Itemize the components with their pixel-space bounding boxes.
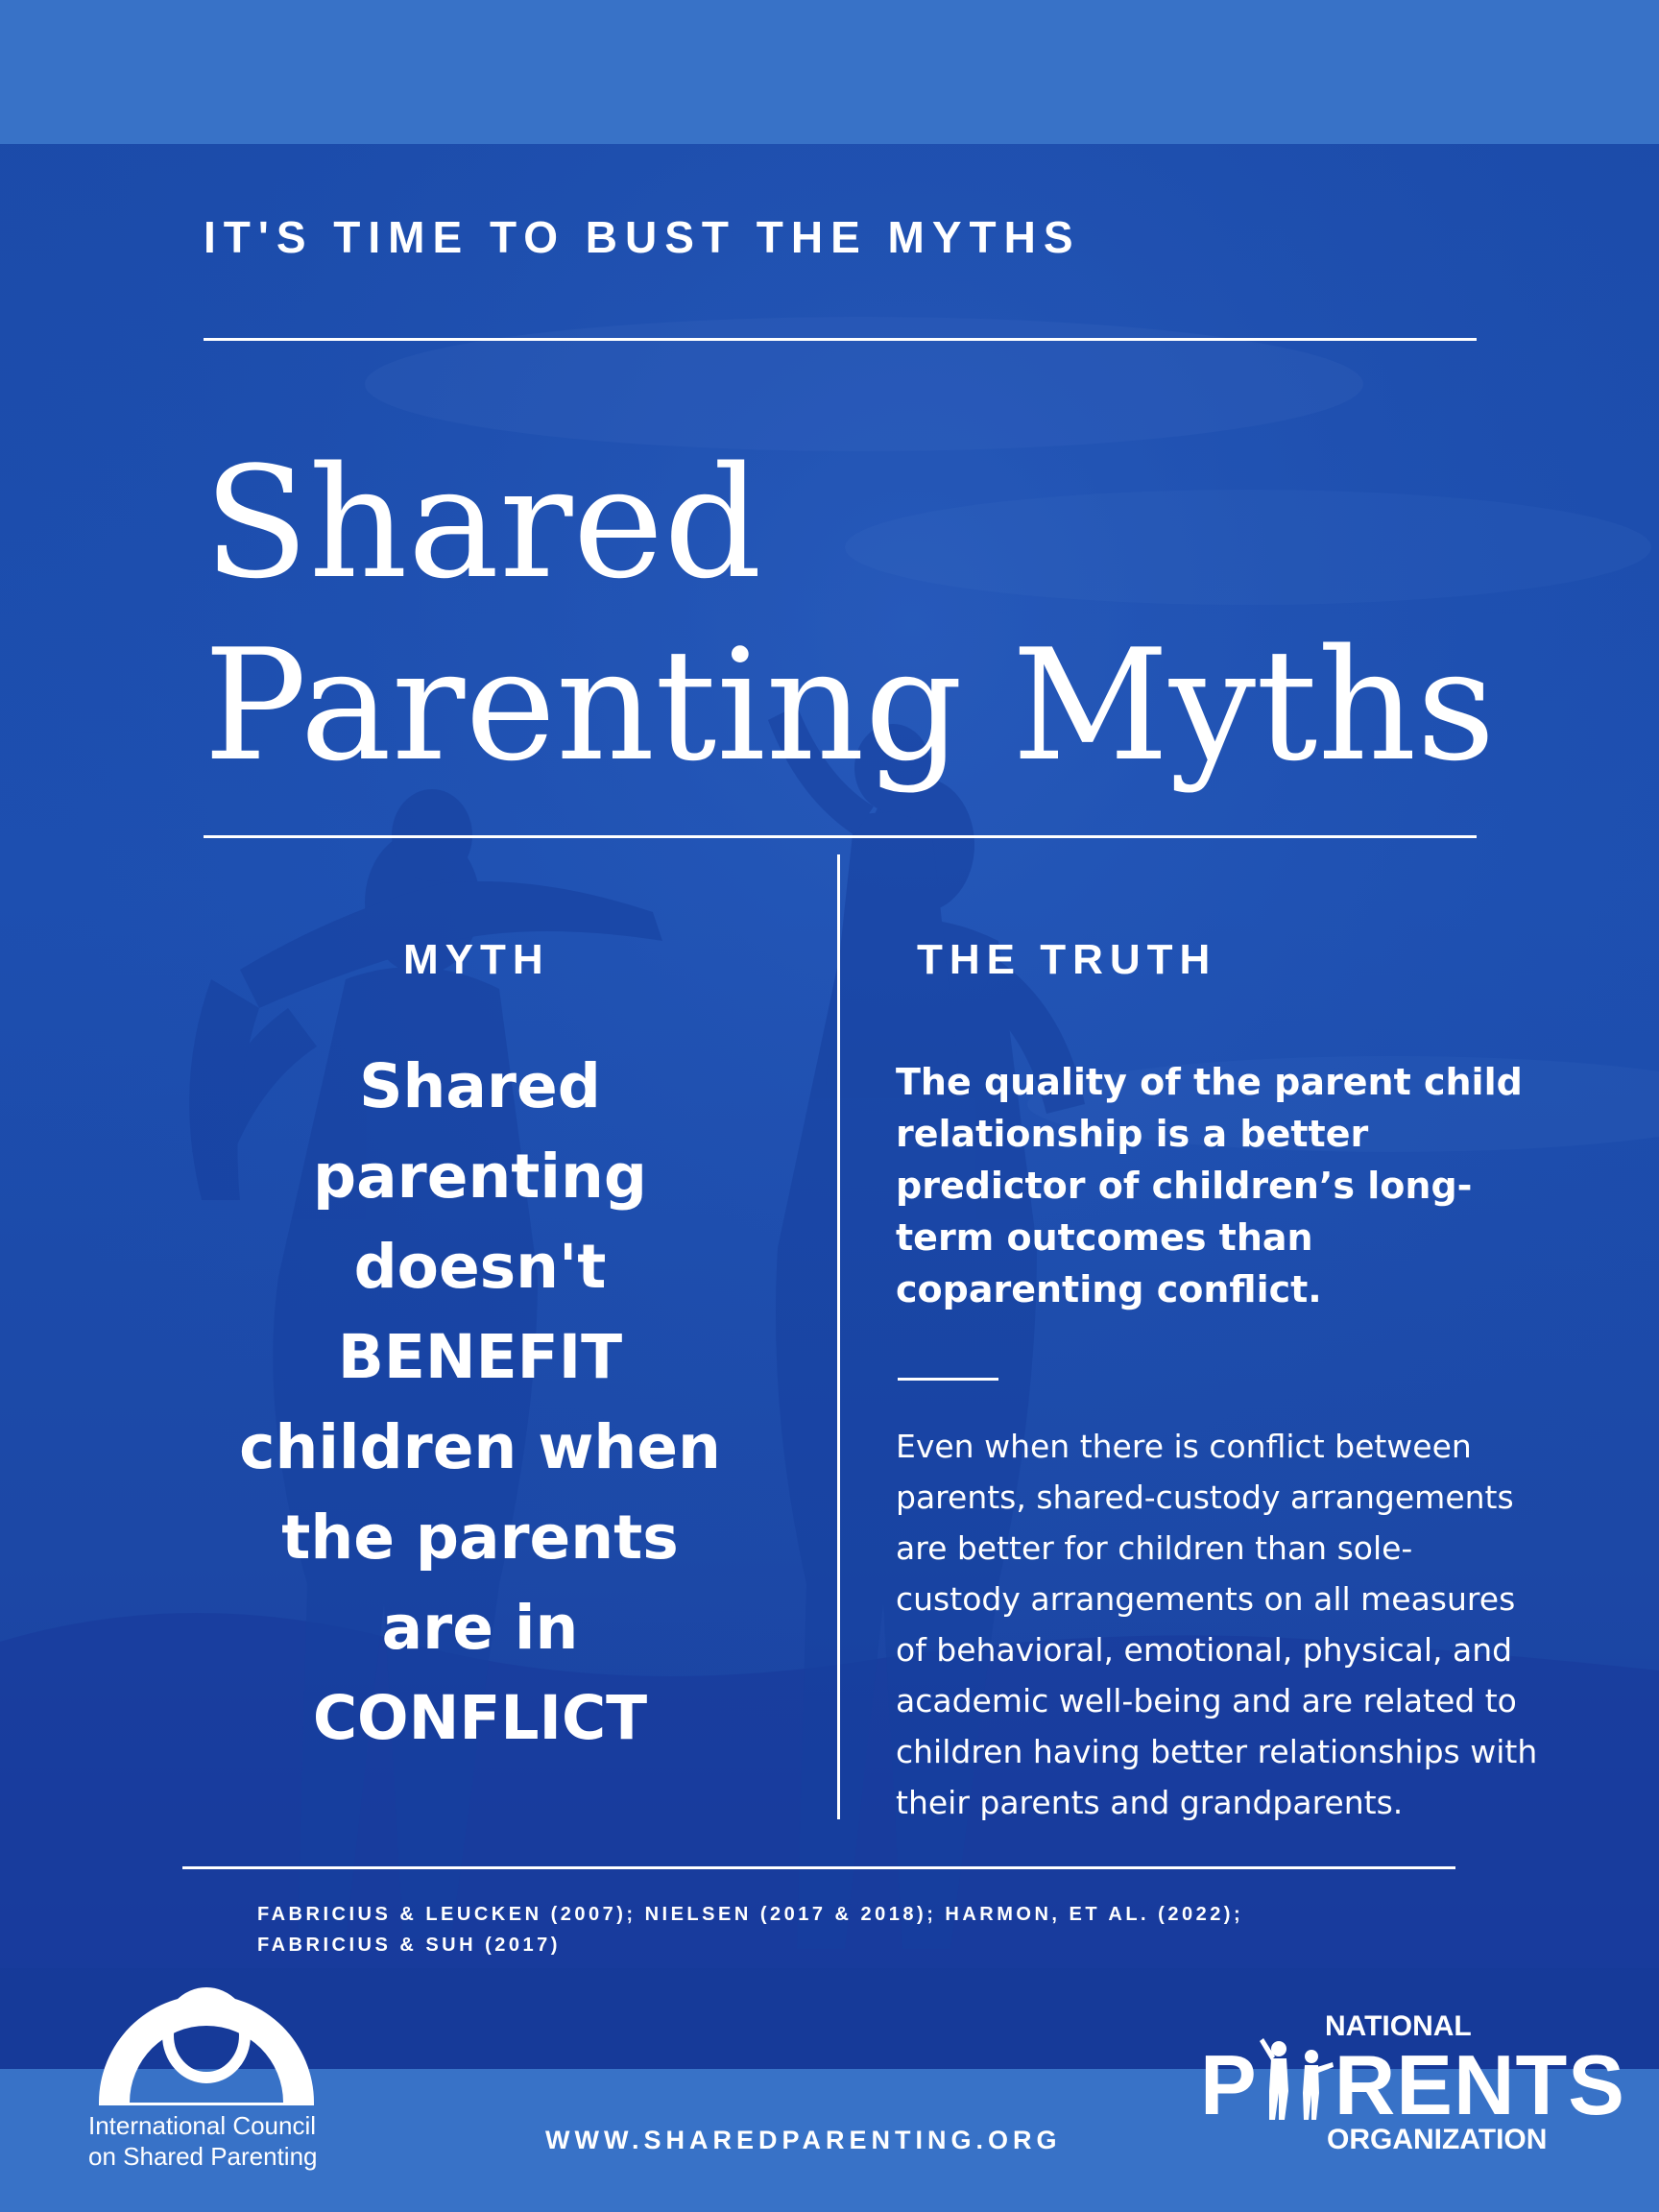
- myth-line: BENEFIT: [337, 1322, 623, 1392]
- truth-body-line: are better for children than sole-: [896, 1529, 1413, 1567]
- npo-logo-p: P: [1200, 2037, 1258, 2132]
- npo-logo-top: NATIONAL: [1325, 2010, 1472, 2042]
- myth-line: children when: [239, 1412, 721, 1482]
- truth-body-text: [896, 1421, 1597, 1828]
- column-divider: [837, 854, 840, 1819]
- npo-logo-rents: RENTS: [1334, 2037, 1625, 2132]
- truth-body-line: academic well-being and are related to: [896, 1682, 1517, 1719]
- truth-body-line: Even when there is conflict between: [896, 1428, 1472, 1465]
- truth-lead-line: term outcomes than: [896, 1216, 1313, 1259]
- myth-line: CONFLICT: [312, 1683, 648, 1753]
- truth-lead-line: coparenting conflict.: [896, 1268, 1322, 1310]
- truth-lead-line: The quality of the parent child: [896, 1061, 1523, 1103]
- website-link[interactable]: WWW.SHAREDPARENTING.ORG: [545, 2126, 1062, 2154]
- citation-line: FABRICIUS & SUH (2017): [257, 1935, 561, 1956]
- icsp-logo-line: International Council: [88, 2111, 317, 2140]
- page-title: Shared Parenting Myths: [204, 433, 1496, 795]
- top-band: [0, 0, 1659, 144]
- truth-short-divider: [898, 1378, 998, 1381]
- myth-heading: MYTH: [403, 936, 550, 983]
- title-divider: [204, 835, 1477, 838]
- myth-statement: [192, 1042, 768, 1764]
- truth-body-line: children having better relationships with: [896, 1733, 1538, 1770]
- npo-logo-wordmark: [1200, 2035, 1625, 2131]
- citation-text: [257, 1899, 1505, 1960]
- citation-line: FABRICIUS & LEUCKEN (2007); NIELSEN (2017 & 2018); HARMON, ET AL. (2022);: [257, 1904, 1244, 1925]
- npo-logo-bottom: ORGANIZATION: [1327, 2124, 1548, 2155]
- myth-line: Shared: [359, 1051, 601, 1121]
- myth-line: are in: [381, 1593, 579, 1663]
- myth-line: the parents: [281, 1503, 679, 1573]
- myth-line: parenting: [313, 1142, 647, 1212]
- truth-lead-statement: [896, 1056, 1587, 1315]
- truth-heading: THE TRUTH: [917, 936, 1217, 983]
- truth-lead-line: relationship is a better: [896, 1113, 1369, 1155]
- citation-divider: [182, 1866, 1455, 1869]
- icsp-logo-text: [88, 2110, 318, 2172]
- arch-logo-icon: [91, 1968, 322, 2107]
- truth-lead-line: predictor of children’s long-: [896, 1165, 1473, 1207]
- truth-body-line: parents, shared-custody arrangements: [896, 1479, 1514, 1516]
- parent-child-silhouette-icon: [1258, 2035, 1334, 2122]
- icsp-logo-line: on Shared Parenting: [88, 2142, 318, 2171]
- kicker-heading: IT'S TIME TO BUST THE MYTHS: [204, 212, 1081, 262]
- truth-body-line: custody arrangements on all measures: [896, 1580, 1516, 1618]
- top-divider: [204, 338, 1477, 341]
- myth-line: doesn't: [353, 1232, 607, 1302]
- truth-body-line: their parents and grandparents.: [896, 1784, 1404, 1821]
- truth-body-line: of behavioral, emotional, physical, and: [896, 1631, 1513, 1669]
